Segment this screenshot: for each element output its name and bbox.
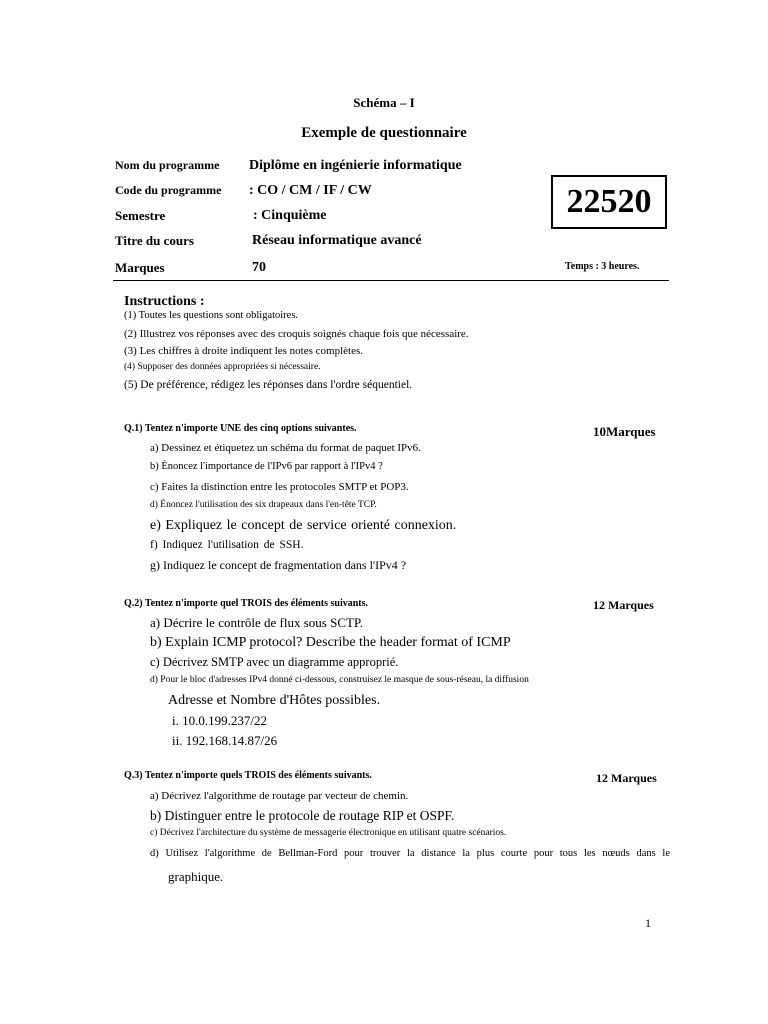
question-1-item-g: g) Indiquez le concept de fragmentation dans l'IPv4 ? xyxy=(150,558,407,572)
question-1-marks: 10Marques xyxy=(593,424,656,439)
question-2-subitem-i: i. 10.0.199.237/22 xyxy=(172,713,267,728)
question-2-subitem-ii: ii. 192.168.14.87/26 xyxy=(172,733,278,748)
question-3-marks: 12 Marques xyxy=(596,771,657,785)
question-2-marks: 12 Marques xyxy=(593,598,654,612)
question-1-item-a: a) Dessinez et étiquetez un schéma du format de paquet IPv6. xyxy=(150,442,421,454)
program-code-value: : CO / CM / IF / CW xyxy=(249,183,372,198)
question-2-item-d-continuation: Adresse et Nombre d'Hôtes possibles. xyxy=(168,693,381,708)
course-code-box xyxy=(551,175,667,229)
question-3-item-d-continuation: graphique. xyxy=(168,869,224,884)
semester-label: Semestre xyxy=(115,208,166,223)
question-2-heading: Q.2) Tentez n'importe quel TROIS des éléments suivants. xyxy=(124,598,368,609)
question-2-item-d: d) Pour le bloc d'adresses IPv4 donné ci-dessous, construisez le masque de sous-réseau, la diffusion xyxy=(150,675,529,685)
instructions-heading: Instructions : xyxy=(124,294,205,309)
question-3-item-b: b) Distinguer entre le protocole de routage RIP et OSPF. xyxy=(150,808,455,823)
instruction-item: (5) De préférence, rédigez les réponses dans l'ordre séquentiel. xyxy=(124,379,413,391)
program-name-value: Diplôme en ingénierie informatique xyxy=(249,158,462,173)
question-1-item-e: e) Expliquez le concept de service orienté connexion. xyxy=(150,518,457,533)
marks-value: 70 xyxy=(252,260,266,275)
question-1-item-d: d) Énoncez l'utilisation des six drapeaux dans l'en-tête TCP. xyxy=(150,500,377,510)
question-2-item-c: c) Décrivez SMTP avec un diagramme approprié. xyxy=(150,655,399,669)
question-2-item-a: a) Décrire le contrôle de flux sous SCTP. xyxy=(150,615,364,630)
question-3-item-c: c) Décrivez l'architecture du système de messagerie électronique en utilisant quatre scénarios. xyxy=(150,828,507,838)
question-3-heading: Q.3) Tentez n'importe quels TROIS des éléments suivants. xyxy=(124,770,372,781)
semester-value: : Cinquième xyxy=(253,208,327,223)
instruction-item: (3) Les chiffres à droite indiquent les notes complètes. xyxy=(124,345,363,357)
course-title-value: Réseau informatique avancé xyxy=(252,233,422,248)
course-code: 22520 xyxy=(566,183,652,220)
header-divider xyxy=(113,280,669,281)
question-3-item-d: d) Utilisez l'algorithme de Bellman-Ford pour trouver la distance la plus courte pour tous les nœuds dans le xyxy=(150,848,670,859)
program-code-label: Code du programme xyxy=(115,183,222,197)
instruction-item: (1) Toutes les questions sont obligatoires. xyxy=(124,310,299,321)
instruction-item: (4) Supposer des données appropriées si nécessaire. xyxy=(124,362,321,372)
page-number: 1 xyxy=(645,916,651,930)
question-2-item-b: b) Explain ICMP protocol? Describe the header format of ICMP xyxy=(150,635,511,650)
schema-label: Schéma – I xyxy=(353,95,415,110)
program-name-label: Nom du programme xyxy=(115,158,220,172)
page-title: Exemple de questionnaire xyxy=(301,125,467,141)
question-1-heading: Q.1) Tentez n'importe UNE des cinq options suivantes. xyxy=(124,423,357,434)
course-title-label: Titre du cours xyxy=(115,233,194,248)
exam-duration: Temps : 3 heures. xyxy=(565,261,640,272)
instruction-item: (2) Illustrez vos réponses avec des croquis soignés chaque fois que nécessaire. xyxy=(124,328,469,340)
question-1-item-b: b) Énoncez l'importance de l'IPv6 par rapport à l'IPv4 ? xyxy=(150,461,383,472)
question-1-item-c: c) Faites la distinction entre les protocoles SMTP et POP3. xyxy=(150,481,409,493)
question-3-item-a: a) Décrivez l'algorithme de routage par vecteur de chemin. xyxy=(150,790,409,802)
question-1-item-f: f) Indiquez l'utilisation de SSH. xyxy=(150,539,304,551)
marks-label: Marques xyxy=(115,260,165,275)
